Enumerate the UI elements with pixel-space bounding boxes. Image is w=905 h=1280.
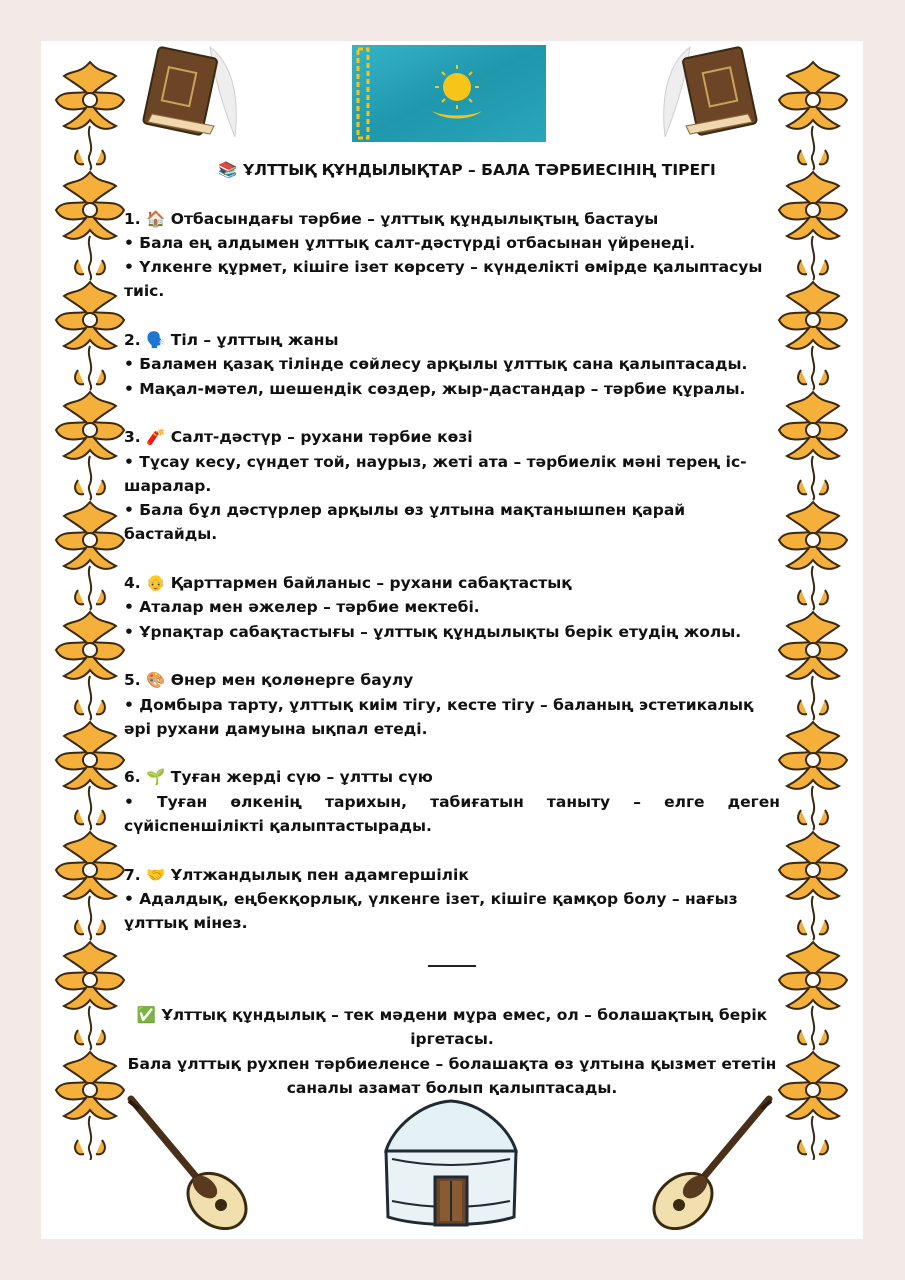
ornament-border-right-icon (773, 60, 853, 1160)
book-feather-icon (655, 42, 760, 142)
conclusion-line: ✅ Ұлттық құндылық – тек мәдени мұра емес, ол – болашақтың берік іргетасы. (136, 1006, 768, 1049)
section-heading: 2. 🗣️ Тіл – ұлттың жаны (124, 331, 339, 350)
section-bullet: • Адалдық, еңбекқорлық, үлкенге ізет, кішіге қамқор болу – нағыз ұлттық мінез. (124, 889, 738, 933)
section-bullet: • Мақал-мәтел, шешендік сөздер, жыр-дастандар – тәрбие құралы. (124, 379, 746, 398)
ornament-border-left-icon (50, 60, 130, 1160)
section-bullet: • Баламен қазақ тілінде сөйлесу арқылы ұлттық сана қалыптасады. (124, 355, 748, 374)
section-bullet: • Ұрпақтар сабақтастығы – ұлттық құндылықты берік етудің жолы. (124, 622, 742, 641)
section-heading: 3. 🧨 Салт-дәстүр – рухани тәрбие көзі (124, 428, 473, 447)
section-bullet: • Домбыра тарту, ұлттық киім тігу, кесте тігу – баланың эстетикалық әрі рухани дамуына ықпал етеді. (124, 695, 754, 738)
conclusion-line: Бала ұлттық рухпен тәрбиеленсе – болашақта өз ұлтына қызмет ететін саналы азамат болып қалыптасады. (127, 1054, 777, 1097)
section-bullet: • Туған өлкенің тарихын, табиғатын таныту – елге деген сүйіспеншілікті қалыптастырады. (124, 792, 780, 836)
section-bullet: • Тұсау кесу, сүндет той, наурыз, жеті ата – тәрбиелік мәні терең іс-шаралар. (124, 452, 747, 495)
section-bullet: • Бала ең алдымен ұлттық салт-дәстүрді отбасынан үйренеді. (124, 233, 696, 252)
divider-line (428, 965, 476, 967)
section-heading: 5. 🎨 Өнер мен қолөнерге баулу (124, 671, 414, 690)
dombra-icon (125, 1095, 255, 1230)
main-text (124, 158, 780, 936)
page-title: 📚 ҰЛТТЫҚ ҚҰНДЫЛЫҚТАР – БАЛА ТӘРБИЕСІНІҢ ТІРЕГІ (218, 161, 716, 179)
dombra-icon (645, 1095, 775, 1230)
book-feather-icon (140, 42, 245, 142)
kazakhstan-flag-icon (352, 45, 546, 142)
conclusion (124, 1003, 780, 1100)
yurt-icon (380, 1095, 522, 1230)
section-bullet: • Бала бұл дәстүрлер арқылы өз ұлтына мақтанышпен қарай бастайды. (124, 501, 686, 544)
section-heading: 1. 🏠 Отбасындағы тәрбие – ұлттық құндылықтың бастауы (124, 209, 659, 228)
section-bullet: • Үлкенге құрмет, кішіге ізет көрсету – күнделікті өмірде қалыптасуы тиіс. (124, 258, 763, 301)
section-heading: 6. 🌱 Туған жерді сүю – ұлтты сүю (124, 768, 433, 787)
section-heading: 4. 👴 Қарттармен байланыс – рухани сабақтастық (124, 574, 572, 593)
section-heading: 7. 🤝 Ұлтжандылық пен адамгершілік (124, 865, 469, 884)
section-bullet: • Аталар мен әжелер – тәрбие мектебі. (124, 598, 480, 617)
